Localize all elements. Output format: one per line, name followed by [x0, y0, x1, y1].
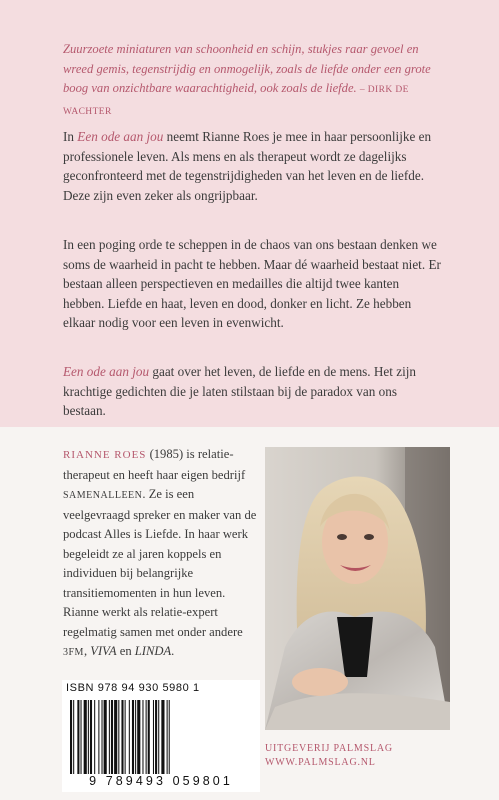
barcode-bar — [125, 700, 126, 774]
book-title: Een ode aan jou — [63, 364, 150, 379]
paragraph-3-body: gaat over het leven, de liefde en de mens. Het zijn krachtige gedichten die je laten stilstaan bij de paradox van ons bestaan. — [63, 364, 417, 418]
barcode-bar — [73, 700, 74, 774]
barcode-bar — [98, 700, 99, 774]
barcode-bar — [88, 700, 89, 774]
barcode-bar — [94, 700, 95, 774]
bio-text: , — [83, 644, 91, 658]
barcode-bar — [161, 700, 164, 774]
barcode-bar — [129, 700, 130, 774]
quote-text: Zuurzoete miniaturen van schoonheid en schijn, stukjes raar gevoel en wreed gemis, tegenstrijdig en onmogelijk, zoals de liefde onder een grote boog van onzichtbare waarachtigheid, ook zoals de liefde. — [63, 42, 431, 95]
barcode-number: 9 789493 059801 — [89, 774, 233, 788]
isbn-barcode — [62, 680, 260, 792]
publisher-name: UITGEVERIJ PALMSLAG — [265, 743, 393, 754]
barcode-bar — [137, 700, 140, 774]
publisher-website: WWW.PALMSLAG.NL — [265, 756, 376, 768]
media-3fm: 3FM — [63, 647, 84, 658]
paragraph-1-body: neemt Rianne Roes je mee in haar persoonlijke en professionele leven. Als mens en als therapeut wordt ze dagelijks geconfronteerd met de tegenstrijdigheden van het leven en de liefde. Deze zijn even zeker als ongrijpbaar. — [63, 129, 432, 203]
barcode-bars — [66, 700, 256, 778]
bio-text: . Ze is een veelgevraagd spreker en maker van de podcast Alles is Liefde. In haar werk begeleidt ze al jaren koppels en individuen bij belangrijke transitiemomenten in hun leven. Rianne werkt als relatie-expert regelmatig samen met onder andere — [63, 487, 257, 639]
barcode-bar — [121, 700, 123, 774]
barcode-bar — [153, 700, 154, 774]
barcode-bar — [169, 700, 170, 774]
author-bio — [63, 445, 263, 663]
barcode-bar — [90, 700, 92, 774]
paragraph-1 — [63, 127, 443, 205]
quote-author: – DIRK DE WACHTER — [63, 85, 409, 117]
barcode-bar — [114, 700, 117, 774]
media-linda: LINDA — [134, 644, 172, 658]
isbn-label: ISBN 978 94 930 5980 1 — [66, 682, 200, 694]
barcode-bar — [104, 700, 107, 774]
barcode-bar — [142, 700, 143, 774]
barcode-bar — [155, 700, 157, 774]
bio-text: en — [116, 644, 135, 658]
author-name: RIANNE ROES — [63, 449, 147, 461]
bio-text: . — [171, 644, 175, 658]
media-viva: VIVA — [90, 644, 117, 658]
author-photo — [265, 447, 450, 730]
barcode-bar — [158, 700, 159, 774]
barcode-bar — [146, 700, 147, 774]
publisher-info — [265, 742, 465, 769]
barcode-bar — [70, 700, 72, 774]
barcode-bar — [148, 700, 150, 774]
paragraph-3 — [63, 362, 443, 421]
barcode-bar — [135, 700, 136, 774]
barcode-bar — [81, 700, 82, 774]
bio-text: (1985) is relatietherapeut en heeft haar eigen bedrijf — [63, 447, 246, 482]
review-quote — [63, 40, 443, 122]
barcode-bar — [111, 700, 113, 774]
barcode-bar — [84, 700, 87, 774]
barcode-bar — [109, 700, 110, 774]
barcode-bar — [167, 700, 168, 774]
barcode-bar — [77, 700, 79, 774]
book-title: Een ode aan jou — [77, 129, 164, 144]
barcode-bar — [102, 700, 103, 774]
company-name: SAMENALLEEN — [63, 490, 143, 501]
barcode-bar — [132, 700, 134, 774]
barcode-bar — [118, 700, 119, 774]
paragraph-2: In een poging orde te scheppen in de chaos van ons bestaan denken we soms de waarheid in pacht te hebben. Maar dé waarheid bestaat niet. Er bestaan alleen perspectieven en medailles die altijd twee kanten hebben. Liefde en haat, leven en dood, donker en licht. Ze hebben elkaar nodig voor een leven in evenwicht. — [63, 237, 441, 330]
paragraph-1-lead: In — [63, 129, 78, 144]
